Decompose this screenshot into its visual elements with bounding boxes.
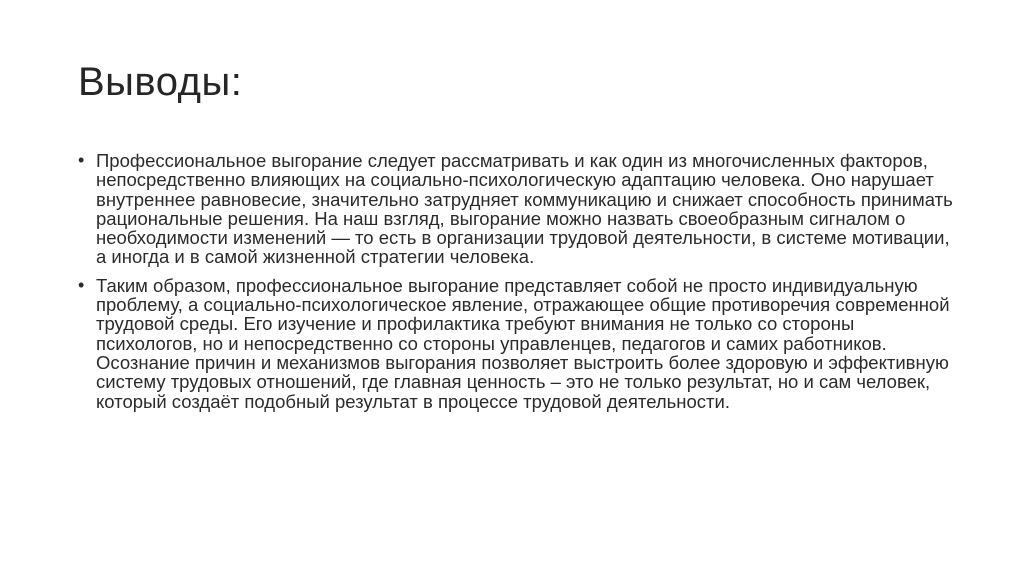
bullet-marker: • bbox=[78, 274, 85, 295]
bullet-item-2 bbox=[78, 276, 958, 411]
bullet-list bbox=[78, 151, 958, 420]
bullet-text-1: Профессиональное выгорание следует рассматривать и как один из многочисленных факторов, непосредственно влияющих на социально-психологическую адаптацию человека. Оно нарушает внутреннее равновесие, значительно затрудняет коммуникацию и снижает способность принимать рациональные решения. На наш взгляд, выгорание можно назвать своеобразным сигналом о необходимости изменений — то есть в организации трудовой деятельности, в системе мотивации, а иногда и в самой жизненной стратегии человека. bbox=[96, 150, 953, 268]
bullet-item-1 bbox=[78, 151, 958, 267]
bullet-text-2: Таким образом, профессиональное выгорание представляет собой не просто индивидуальную проблему, а социально-психологическое явление, отражающее общие противоречия современной трудовой среды. Его изучение и профилактика требуют внимания не только со стороны психологов, но и непосредственно со стороны управленцев, педагогов и самих работников. Осознание причин и механизмов выгорания позволяет выстроить более здоровую и эффективную систему трудовых отношений, где главная ценность – это не только результат, но и сам человек, который создаёт подобный результат в процессе трудовой деятельности. bbox=[96, 274, 950, 412]
bullet-marker: • bbox=[78, 150, 85, 170]
slide-title: Выводы: bbox=[78, 60, 243, 104]
